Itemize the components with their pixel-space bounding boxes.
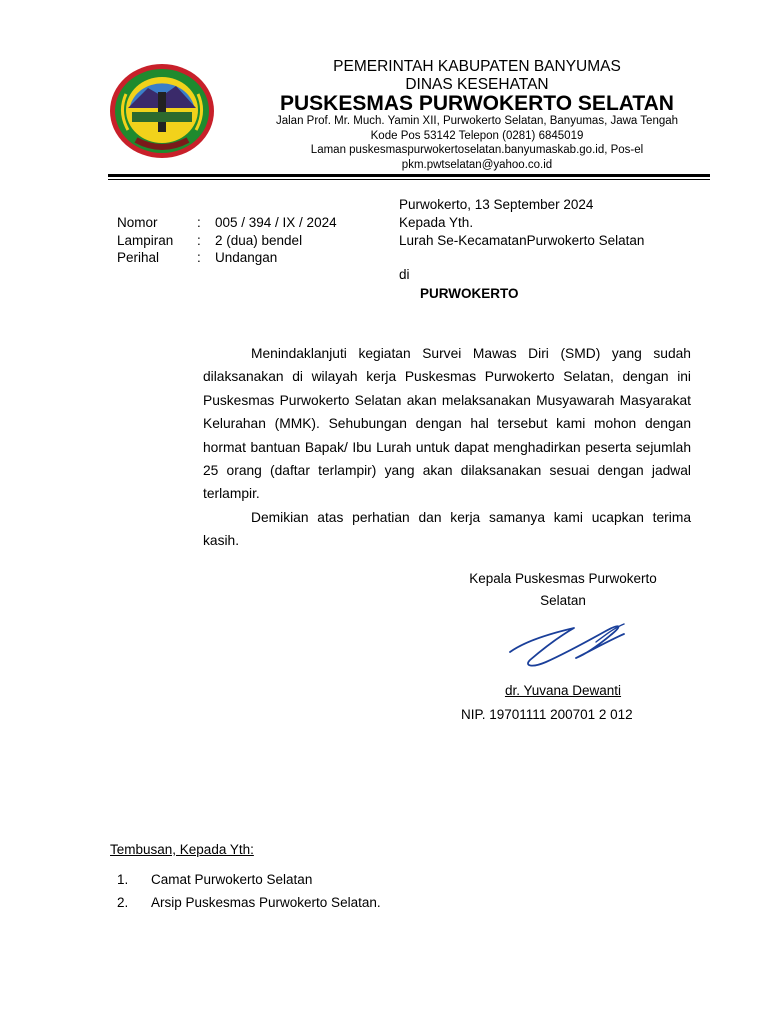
letterhead-address xyxy=(240,114,714,172)
address-line-2: Kode Pos 53142 Telepon (0281) 6845019 xyxy=(370,129,584,142)
signatory-nip: NIP. 19701111 200701 2 012 xyxy=(461,707,633,722)
letterhead-divider-thick xyxy=(108,174,710,177)
body-paragraph-1: Menindaklanjuti kegiatan Survei Mawas Diri (SMD) yang sudah dilaksanakan di wilayah kerja Puskesmas Purwokerto Selatan, dengan ini Puskesmas Purwokerto Selatan akan melaksanakan Musyawarah Masyarakat Kelurahan (MMK). Sehubungan dengan hal tersebut kami mohon dengan hormat bantuan Bapak/ Ibu Lurah untuk dapat menghadirkan peserta sejumlah 25 orang (daftar terlampir) yang akan dilaksanakan sesuai dengan jadwal terlampir. xyxy=(203,346,691,502)
address-line-1: Jalan Prof. Mr. Much. Yamin XII, Purwokerto Selatan, Banyumas, Jawa Tengah xyxy=(275,115,679,127)
nomor-value: 005 / 394 / IX / 2024 xyxy=(215,215,337,230)
perihal-label: Perihal xyxy=(117,250,160,265)
cc-item-text: Arsip Puskesmas Purwokerto Selatan. xyxy=(151,895,381,910)
cc-item-text: Camat Purwokerto Selatan xyxy=(151,872,313,887)
letter-date: Purwokerto, 13 September 2024 xyxy=(399,197,594,212)
cc-title: Tembusan, Kepada Yth: xyxy=(110,842,254,857)
address-line-3: Laman puskesmaspurwokertoselatan.banyumaskab.go.id, Pos-el xyxy=(310,144,644,156)
lampiran-label: Lampiran xyxy=(117,233,174,248)
letterhead-government: PEMERINTAH KABUPATEN BANYUMAS xyxy=(333,58,621,75)
signatory-title-line-1: Kepala Puskesmas Purwokerto xyxy=(469,571,657,586)
letterhead-agency: DINAS KESEHATAN xyxy=(405,76,549,93)
handwritten-signature xyxy=(500,616,635,674)
recipient-name: Lurah Se-KecamatanPurwokerto Selatan xyxy=(399,233,645,248)
banyumas-regency-emblem xyxy=(108,62,216,160)
nomor-colon: : xyxy=(197,215,201,230)
letter-body xyxy=(203,342,691,553)
signatory-name: dr. Yuvana Dewanti xyxy=(504,683,622,698)
perihal-colon: : xyxy=(197,250,201,265)
nomor-label: Nomor xyxy=(117,215,158,230)
recipient-di: di xyxy=(399,267,410,282)
letterhead-divider-thin xyxy=(108,179,710,180)
recipient-place: PURWOKERTO xyxy=(420,286,519,301)
cc-item-number: 1. xyxy=(117,872,129,887)
signatory-title-line-2: Selatan xyxy=(540,593,586,608)
letterhead-title: PUSKESMAS PURWOKERTO SELATAN xyxy=(280,92,674,115)
lampiran-colon: : xyxy=(197,233,201,248)
body-paragraph-2: Demikian atas perhatian dan kerja samanya kami ucapkan terima kasih. xyxy=(203,509,691,549)
address-line-4: pkm.pwtselatan@yahoo.co.id xyxy=(401,158,553,171)
cc-item-number: 2. xyxy=(117,895,129,910)
lampiran-value: 2 (dua) bendel xyxy=(215,233,303,248)
perihal-value: Undangan xyxy=(215,250,278,265)
recipient-salutation: Kepada Yth. xyxy=(399,215,474,230)
